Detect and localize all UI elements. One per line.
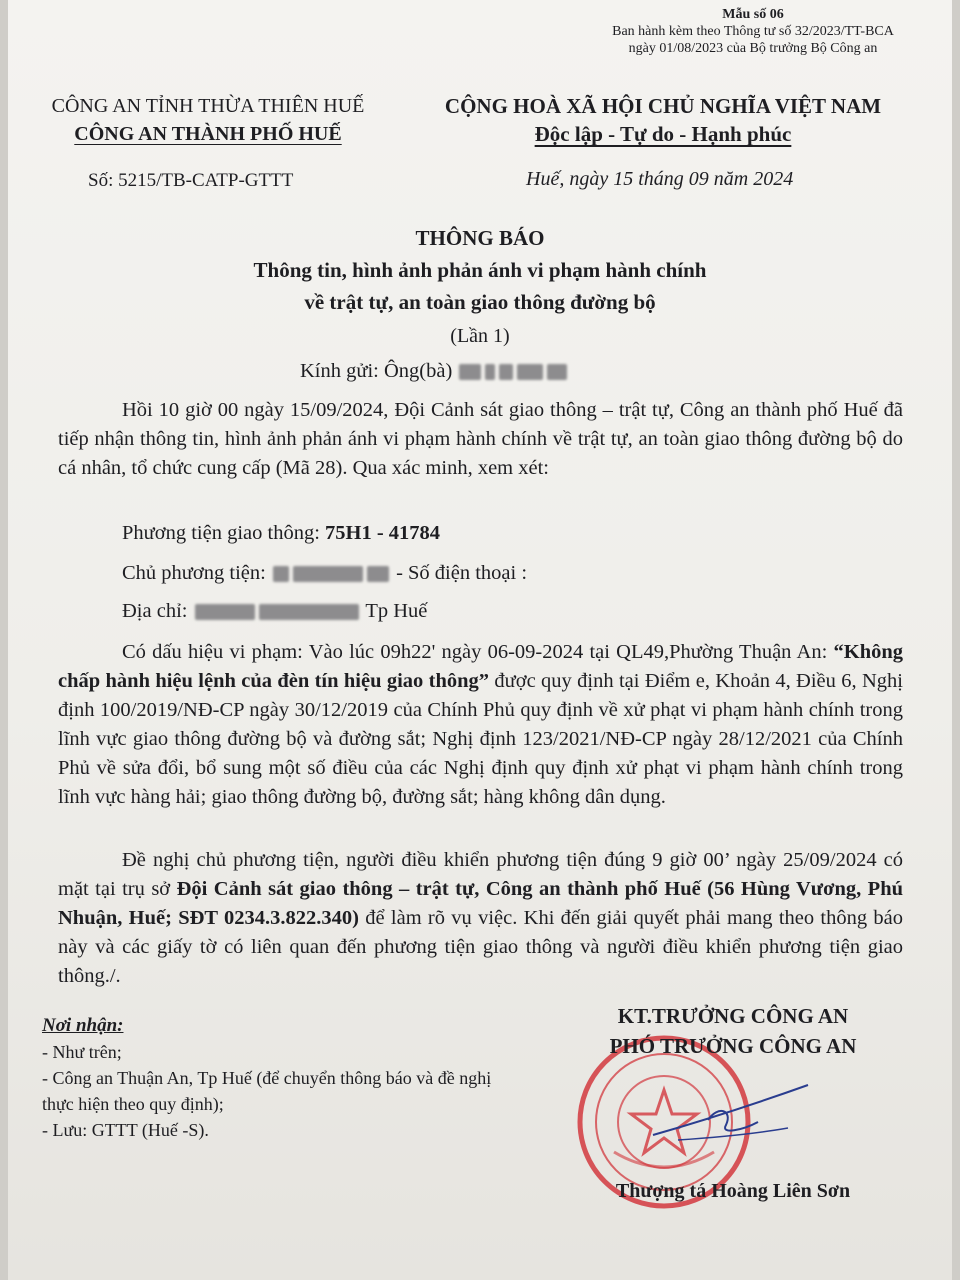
signature-title-2: PHÓ TRƯỞNG CÔNG AN — [609, 1034, 857, 1058]
recipient-label: Kính gửi: Ông(bà) — [300, 360, 453, 382]
request-place: Đội Cảnh sát giao thông – trật tự, Công an thành phố Huế (56 Hùng Vương, Phú Nhuận, Huế; SĐT 0234.3.822.340) — [58, 878, 903, 929]
recipients-block — [42, 1013, 512, 1143]
document-subtitle-2: về trật tự, an toàn giao thông đường bộ — [304, 290, 656, 314]
document-subtitle-1: Thông tin, hình ảnh phản ánh vi phạm hành chính — [253, 258, 707, 282]
redacted-owner — [271, 562, 396, 584]
violation-rest: được quy định tại Điểm e, Khoản 4, Điều 6, Nghị định 100/2019/NĐ-CP ngày 30/12/2019 của Chính Phủ quy định về xử phạt vi phạm hành chính trong lĩnh vực giao thông đường bộ và đường sắt; Nghị định 123/2021/NĐ-CP ngày 28/12/2021 của Chính Phủ về sửa đổi, bổ sung một số điều của các Nghị định quy định xử phạt vi phạm hành chính trong lĩnh vực hàng hải; giao thông đường bộ, đường sắt; hàng không dân dụng. — [58, 670, 903, 808]
redacted-name — [457, 360, 569, 382]
agency-parent: CÔNG AN TỈNH THỪA THIÊN HUẾ — [51, 95, 365, 117]
recipients-heading: Nơi nhận: — [42, 1015, 124, 1036]
vehicle-plate: 75H1 - 41784 — [325, 522, 441, 544]
signature-title-1: KT.TRƯỞNG CÔNG AN — [617, 1004, 849, 1028]
request-prefix: Đề nghị chủ phương tiện, người điều khiển phương tiện đúng 9 giờ 00’ ngày 25/09/2024 có mặt tại trụ sở — [58, 849, 903, 900]
agency-header — [28, 92, 388, 148]
address-line — [122, 600, 960, 623]
violation-prefix: Có dấu hiệu vi phạm: Vào lúc 09h22' ngày 06-09-2024 tại QL49,Phường Thuận An: — [122, 641, 834, 663]
national-header — [408, 92, 918, 148]
form-issuance-line1: Ban hành kèm theo Thông tư số 32/2023/TT-BCA — [612, 24, 894, 39]
document-title: THÔNG BÁO — [415, 226, 545, 250]
address-label: Địa chỉ: — [122, 600, 188, 622]
owner-label: Chủ phương tiện: — [122, 562, 266, 584]
document-number: Số: 5215/TB-CATP-GTTT — [88, 170, 294, 191]
owner-line — [122, 562, 960, 585]
address-city: Tp Huế — [365, 600, 428, 622]
redacted-address — [193, 600, 366, 622]
form-issuance-line2: ngày 01/08/2023 của Bộ trưởng Bộ Công an — [628, 41, 878, 56]
recipient-item: - Công an Thuận An, Tp Huế (để chuyển thông báo và đề nghị thực hiện theo quy định); — [42, 1068, 492, 1114]
place-date: Huế, ngày 15 tháng 09 năm 2024 — [526, 168, 794, 190]
form-reference — [563, 6, 943, 57]
form-number: Mẫu số 06 — [722, 7, 784, 22]
intro-paragraph: Hồi 10 giờ 00 ngày 15/09/2024, Đội Cảnh sát giao thông – trật tự, Công an thành phố Huế đã tiếp nhận thông tin, hình ảnh phản ánh vi phạm hành chính về trật tự, an toàn giao thông đường bộ do cá nhân, tổ chức cung cấp (Mã 28). Qua xác minh, xem xét: — [58, 399, 903, 479]
national-motto: Độc lập - Tự do - Hạnh phúc — [534, 122, 792, 146]
owner-phone-label: - Số điện thoại : — [396, 562, 528, 584]
vehicle-line — [122, 522, 960, 545]
signer-name: Thượng tá Hoàng Liên Sơn — [615, 1180, 851, 1202]
request-rest: để làm rõ vụ việc. Khi đến giải quyết phải mang theo thông báo này và các giấy tờ có liên quan đến phương tiện giao thông và người điều khiển phương tiện giao thông./. — [58, 907, 903, 987]
recipient-item: - Như trên; — [42, 1042, 122, 1062]
recipient-item: - Lưu: GTTT (Huế -S). — [42, 1120, 209, 1140]
request-paragraph — [58, 846, 903, 991]
handwritten-signature — [648, 1080, 818, 1150]
document-page — [8, 0, 952, 1280]
national-name: CỘNG HOÀ XÃ HỘI CHỦ NGHĨA VIỆT NAM — [444, 94, 882, 118]
vehicle-label: Phương tiện giao thông: — [122, 522, 320, 544]
recipient-line — [300, 360, 569, 383]
violation-quote: “Không chấp hành hiệu lệnh của đèn tín hiệu giao thông” — [58, 641, 903, 692]
attempt-number: (Lần 1) — [450, 325, 510, 347]
violation-paragraph — [58, 638, 903, 812]
agency-name: CÔNG AN THÀNH PHỐ HUẾ — [74, 123, 342, 145]
